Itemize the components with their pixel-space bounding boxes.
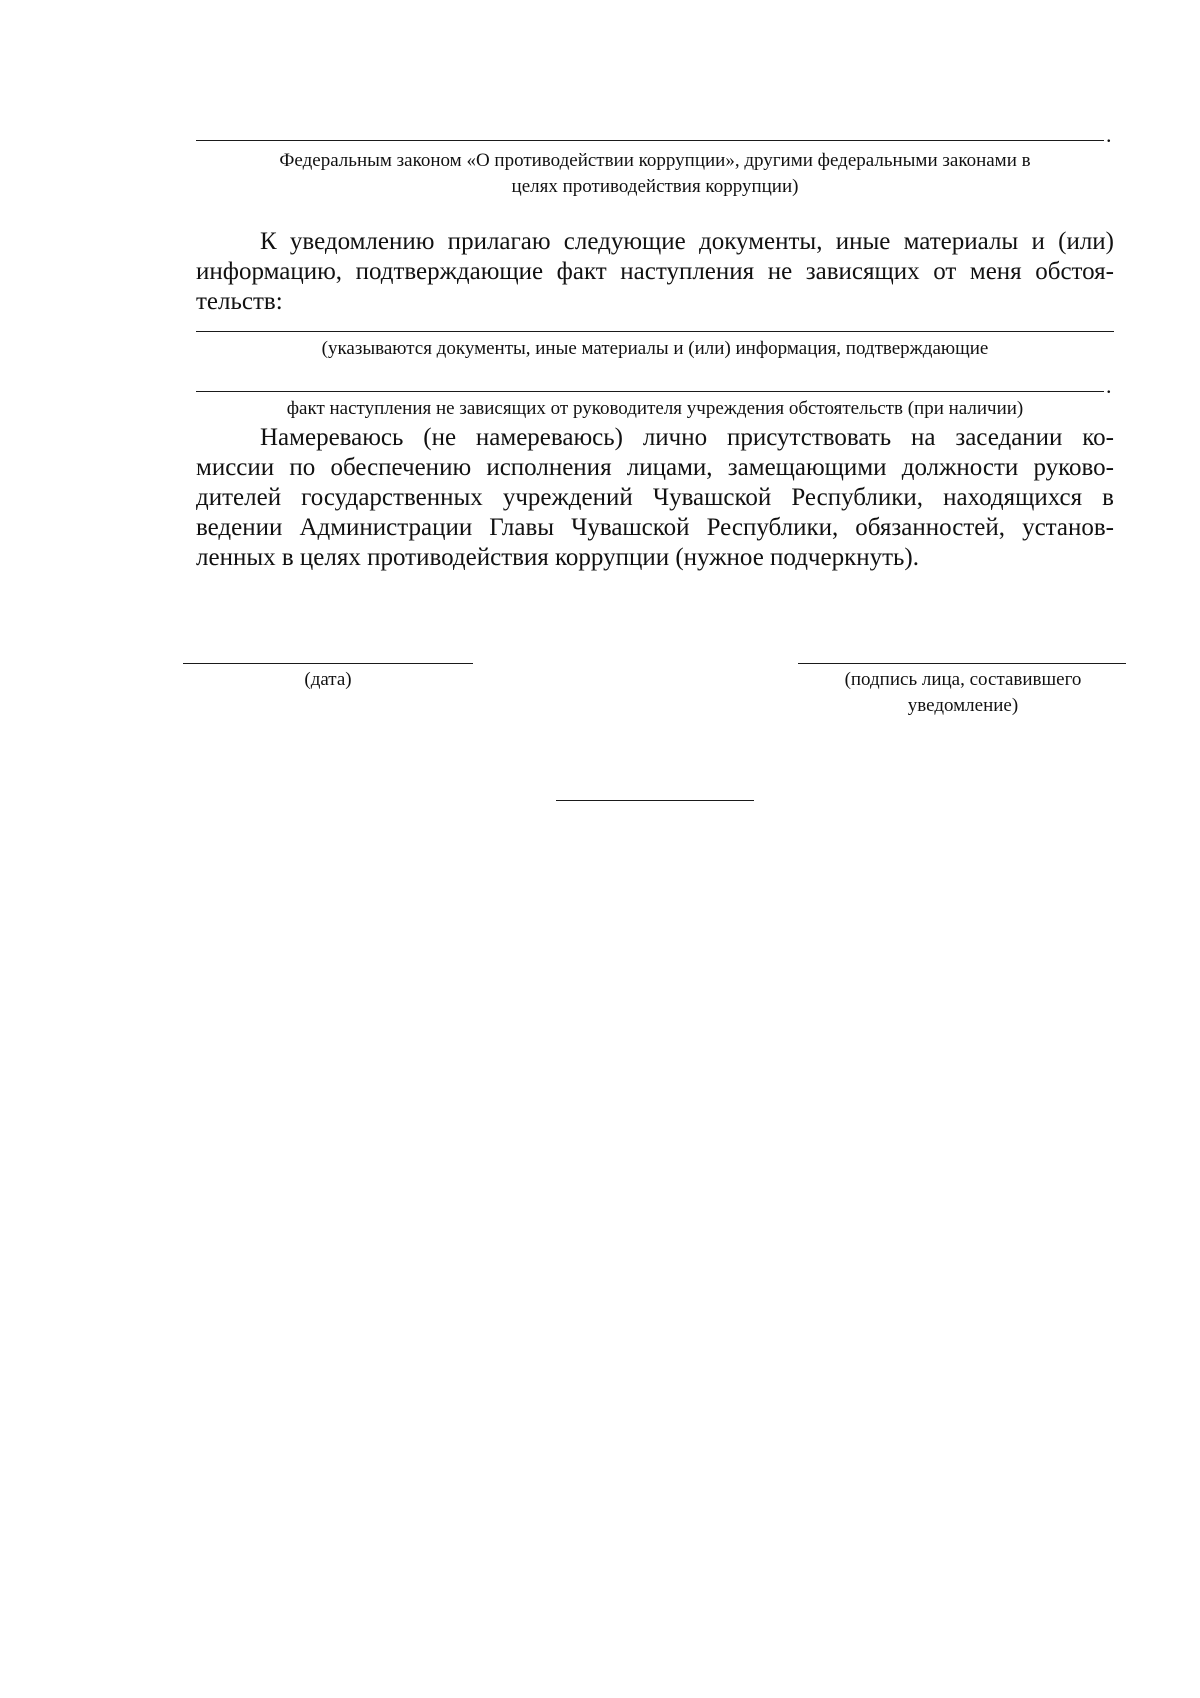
intent-line-3: дителей государственных учреждений Чувашской Республики, находящихся в (196, 484, 1114, 511)
attachments-line-2: информацию, подтверждающие факт наступления не зависящих от меня обстоя- (196, 258, 1114, 285)
documents-caption-top (190, 336, 1120, 362)
law-caption-line-1: Федеральным законом «О противодействии коррупции», другими федеральными законами в (279, 150, 1031, 171)
signature-line (798, 663, 1126, 664)
line-end-dot: . (1106, 373, 1112, 398)
intent-paragraph (196, 423, 1114, 573)
fill-in-line-documents-2 (196, 391, 1104, 392)
documents-caption-line-2: факт наступления не зависящих от руководителя учреждения обстоятельств (при наличии) (286, 398, 1024, 419)
signature-label-line-2: уведомление) (907, 695, 1019, 716)
documents-caption-bottom (190, 396, 1120, 422)
attachments-paragraph (196, 227, 1114, 317)
line-end-dot: . (1106, 122, 1112, 147)
signature-label-line-1: (подпись лица, составившего (844, 669, 1082, 690)
signature-label (800, 667, 1126, 719)
documents-caption-line-1: (указываются документы, иные материалы и (или) информация, подтверждающие (321, 338, 989, 359)
attachments-line-1: К уведомлению прилагаю следующие документы, иные материалы и (или) (260, 228, 1114, 255)
law-caption-line-2: целях противодействия коррупции) (511, 176, 799, 197)
intent-line-4: ведении Администрации Главы Чувашской Республики, обязанностей, установ- (196, 514, 1114, 541)
law-caption (190, 148, 1120, 200)
date-line (183, 663, 473, 664)
date-label: (дата) (304, 669, 352, 690)
attachments-line-3: тельств: (196, 288, 283, 315)
intent-line-1: Намереваюсь (не намереваюсь) лично присутствовать на заседании ко- (260, 424, 1114, 451)
fill-in-line-top (196, 140, 1104, 141)
intent-line-5: ленных в целях противодействия коррупции (нужное подчеркнуть). (196, 544, 920, 571)
fill-in-line-documents (196, 331, 1114, 332)
intent-line-2: миссии по обеспечению исполнения лицами, замещающими должности руково- (196, 454, 1114, 481)
end-separator (556, 800, 754, 801)
